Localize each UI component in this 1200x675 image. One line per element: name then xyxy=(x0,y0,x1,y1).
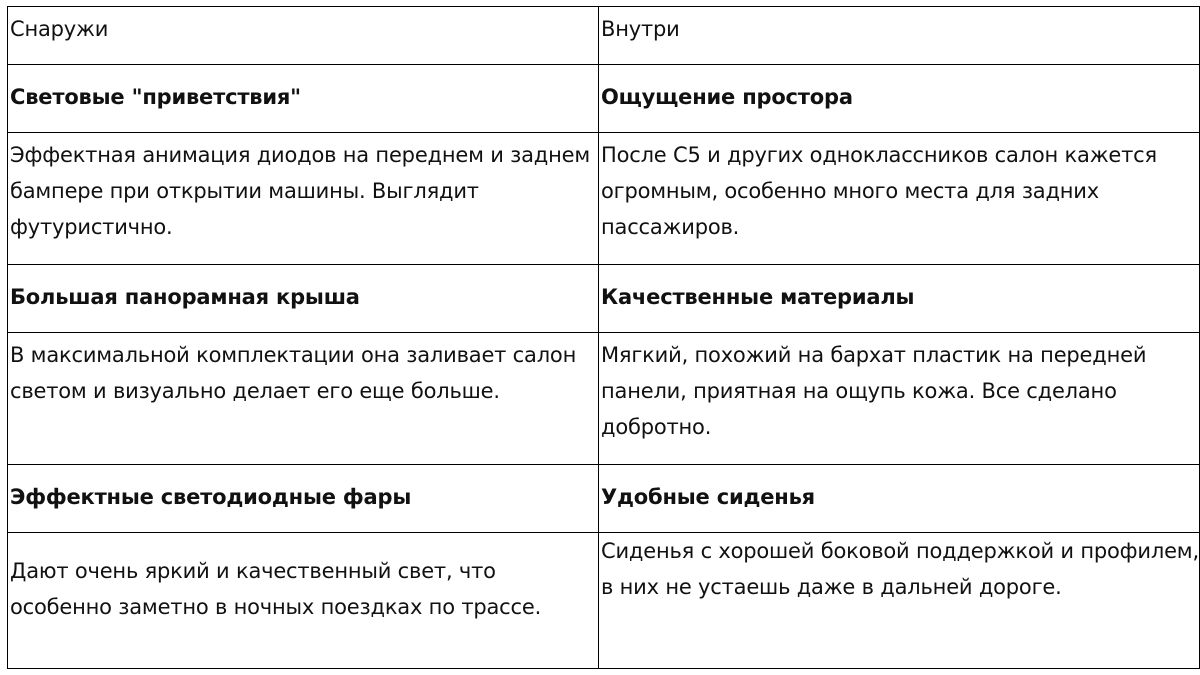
feature-title-inside: Ощущение простора xyxy=(599,65,1200,133)
feature-title-outside: Большая панорамная крыша xyxy=(8,265,599,333)
table-row xyxy=(8,65,1200,133)
feature-text-inside: После С5 и других одноклассников салон кажется огромным, особенно много места для задних пассажиров. xyxy=(599,133,1200,265)
header-cell-outside: Снаружи xyxy=(8,7,599,65)
table-row xyxy=(8,465,1200,533)
table-header-row xyxy=(8,7,1200,65)
feature-title-inside: Удобные сиденья xyxy=(599,465,1200,533)
feature-text-inside: Сиденья с хорошей боковой поддержкой и профилем, в них не устаешь даже в дальней дороге. xyxy=(599,533,1200,669)
feature-title-outside: Световые "приветствия" xyxy=(8,65,599,133)
feature-title-inside: Качественные материалы xyxy=(599,265,1200,333)
table-row xyxy=(8,333,1200,465)
table-row xyxy=(8,133,1200,265)
table-row xyxy=(8,533,1200,669)
table-row xyxy=(8,265,1200,333)
feature-text-outside: Эффектная анимация диодов на переднем и заднем бампере при открытии машины. Выглядит футуристично. xyxy=(8,133,599,265)
header-cell-inside: Внутри xyxy=(599,7,1200,65)
comparison-table xyxy=(7,6,1200,669)
feature-text-outside: В максимальной комплектации она заливает салон светом и визуально делает его еще больше. xyxy=(8,333,599,465)
feature-text-inside: Мягкий, похожий на бархат пластик на передней панели, приятная на ощупь кожа. Все сделано добротно. xyxy=(599,333,1200,465)
feature-text-outside: Дают очень яркий и качественный свет, что особенно заметно в ночных поездках по трассе. xyxy=(8,533,599,669)
feature-title-outside: Эффектные светодиодные фары xyxy=(8,465,599,533)
